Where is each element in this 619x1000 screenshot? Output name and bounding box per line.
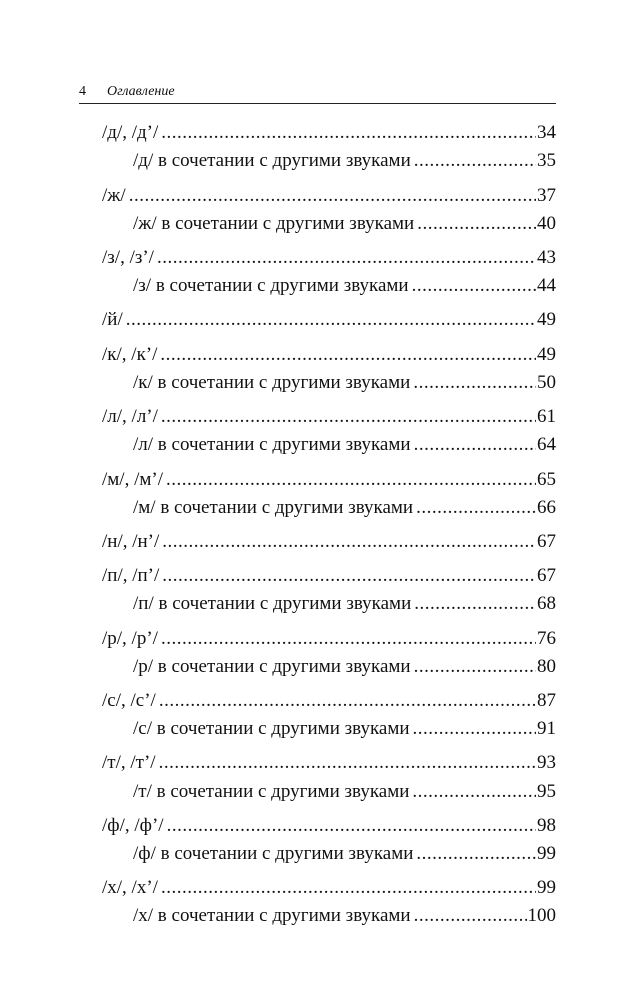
toc-subentry [133,212,556,236]
dot-leader [414,433,536,457]
toc-entry [102,627,556,651]
toc-entry [102,751,556,775]
toc-entry-page: 66 [537,497,556,518]
toc-entry [102,468,556,492]
toc-entry-label: /х/, /х’/ [102,877,158,898]
toc-entry [102,308,556,332]
toc-entry [102,564,556,588]
toc-entry-label: /п/, /п’/ [102,565,160,586]
dot-leader [157,246,536,270]
toc-entry-page: 64 [537,434,556,455]
toc-entry-page: 99 [537,843,556,864]
toc-entry-label: /ж/ [102,185,126,206]
dot-leader [412,274,536,298]
dot-leader [162,564,536,588]
toc-subentry [133,904,556,928]
dot-leader [417,212,536,236]
toc-entry-page: 61 [537,406,556,427]
toc-entry-page: 99 [537,877,556,898]
toc-entry [102,876,556,900]
toc-entry-page: 67 [537,565,556,586]
toc-entry-page: 67 [537,531,556,552]
toc-entry-page: 100 [527,905,556,926]
dot-leader [161,121,536,145]
toc-entry-page: 50 [537,372,556,393]
toc-subentry [133,433,556,457]
toc-entry-page: 40 [537,213,556,234]
toc-entry-label: /с/, /с’/ [102,690,156,711]
toc-entry-page: 93 [537,752,556,773]
dot-leader [414,149,536,173]
toc-entry-page: 91 [537,718,556,739]
toc-entry-label: /з/ в сочетании с другими звуками [133,275,409,296]
toc-entry-label: /л/ в сочетании с другими звуками [133,434,411,455]
toc-entry-label: /н/, /н’/ [102,531,160,552]
toc-entry-label: /ф/ в сочетании с другими звуками [133,843,414,864]
dot-leader [159,751,536,775]
dot-leader [167,814,536,838]
toc-entry-page: 95 [537,781,556,802]
toc-entry-label: /к/, /к’/ [102,344,158,365]
dot-leader [413,717,536,741]
toc-entry-label: /р/ в сочетании с другими звуками [133,656,411,677]
toc-entry-label: /т/ в сочетании с другими звуками [133,781,410,802]
toc-entry [102,343,556,367]
toc-entry-label: /д/, /д’/ [102,122,159,143]
toc-subentry [133,496,556,520]
section-title: Оглавление [107,84,175,99]
dot-leader [159,689,536,713]
toc-subentry [133,780,556,804]
toc-subentry [133,274,556,298]
toc-entry-page: 37 [537,185,556,206]
toc-entry-page: 76 [537,628,556,649]
dot-leader [126,308,536,332]
dot-leader [161,627,536,651]
toc-entry-page: 80 [537,656,556,677]
dot-leader [160,343,536,367]
toc-entry-label: /л/, /л’/ [102,406,158,427]
dot-leader [161,405,536,429]
dot-leader [414,655,536,679]
toc-entry-page: 49 [537,344,556,365]
toc-entry-label: /х/ в сочетании с другими звуками [133,905,411,926]
toc-entry-page: 35 [537,150,556,171]
dot-leader [166,468,536,492]
toc-subentry [133,371,556,395]
toc-entry-page: 44 [537,275,556,296]
page-number: 4 [79,84,86,99]
dot-leader [129,184,536,208]
toc-entry-label: /ф/, /ф’/ [102,815,164,836]
toc-entry [102,530,556,554]
toc-entry [102,121,556,145]
toc-subentry [133,592,556,616]
toc-entry-label: /р/, /р’/ [102,628,158,649]
dot-leader [412,780,536,804]
toc-subentry [133,149,556,173]
toc-entry-label: /т/, /т’/ [102,752,156,773]
toc-entry-label: /м/ в сочетании с другими звуками [133,497,414,518]
toc-entry-label: /м/, /м’/ [102,469,163,490]
dot-leader [416,496,536,520]
dot-leader [162,530,536,554]
toc-subentry [133,655,556,679]
toc-entry-page: 34 [537,122,556,143]
dot-leader [413,371,536,395]
toc-entry-page: 98 [537,815,556,836]
toc-entry-page: 68 [537,593,556,614]
toc-entry-label: /п/ в сочетании с другими звуками [133,593,412,614]
toc-subentry [133,842,556,866]
dot-leader [416,842,536,866]
toc-entry-page: 65 [537,469,556,490]
dot-leader [414,592,536,616]
toc-entry-label: /с/ в сочетании с другими звуками [133,718,410,739]
toc-entry-label: /й/ [102,309,123,330]
toc-entry [102,246,556,270]
toc-entry-label: /з/, /з’/ [102,247,154,268]
toc-entry-page: 87 [537,690,556,711]
toc-entry [102,405,556,429]
toc-entry [102,814,556,838]
toc-entry-label: /ж/ в сочетании с другими звуками [133,213,415,234]
toc-entry [102,689,556,713]
dot-leader [414,904,527,928]
toc-entry-label: /д/ в сочетании с другими звуками [133,150,411,171]
dot-leader [161,876,536,900]
toc-entry-label: /к/ в сочетании с другими звуками [133,372,411,393]
toc-entry-page: 43 [537,247,556,268]
toc-entry [102,184,556,208]
toc-subentry [133,717,556,741]
toc-entry-page: 49 [537,309,556,330]
